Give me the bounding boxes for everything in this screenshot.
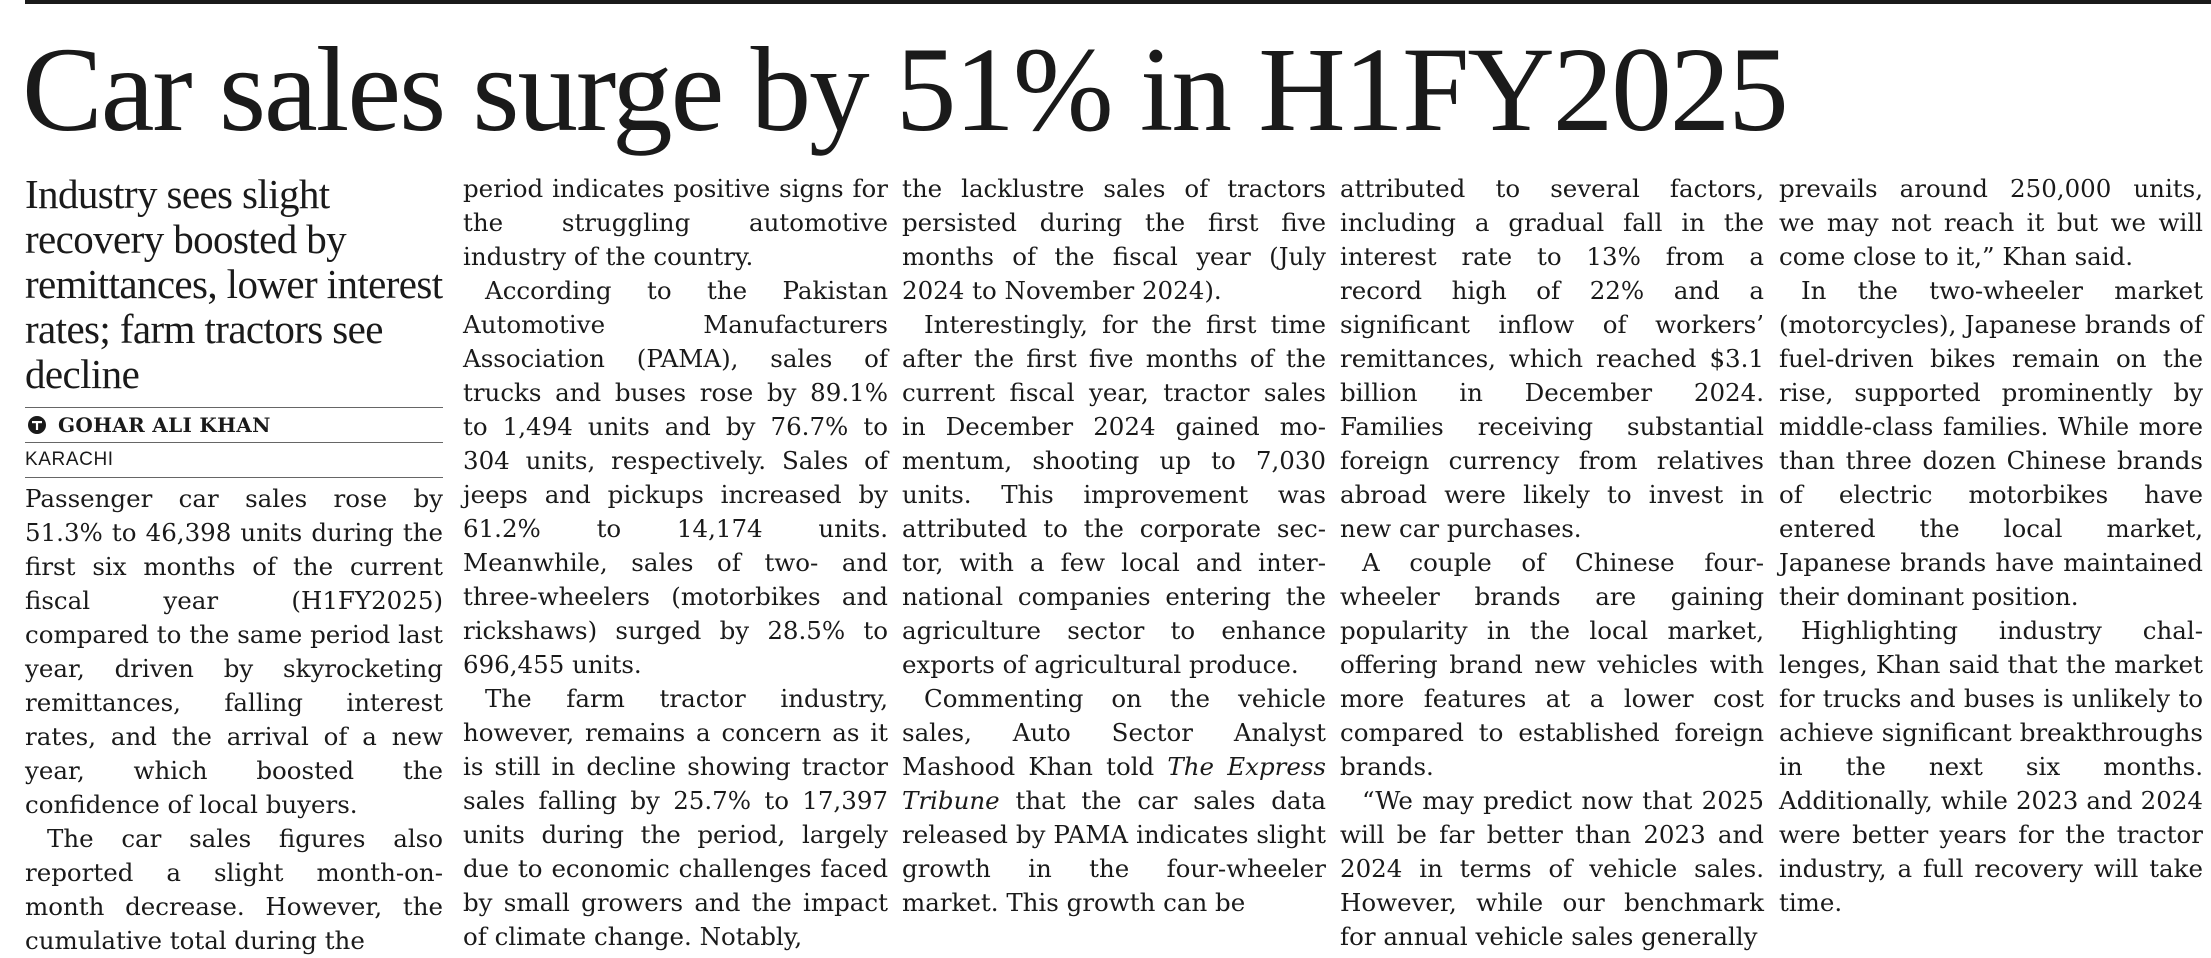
- paragraph-6-text-b: that the car sales data released by PAMA indicates slight growth in the four-wheeler market. This growth can be: [902, 786, 1326, 917]
- paragraph-2-end: period indicates positive signs for the struggling automotive industry of the country.: [463, 174, 888, 271]
- paragraph-9: In the two-wheeler market (motorcycles), Japanese brands of fuel-driven bikes remain on the rise, supported prominently by middle-class families. While more than three dozen Chinese brands of electric motorbikes have entered the local market, Japanese brands have maintained their dominant position.: [1779, 276, 2203, 611]
- paragraph-6-end: attributed to several factors, including a gradual fall in the interest rate to 13% from a record high of 22% and a significant inflow of workers’ remittances, which reached $3.1 billion in December 2024. Families receiving substantial foreign currency from relatives abroad were likely to invest in new car purchases.: [1340, 174, 1764, 543]
- column-2: [463, 172, 888, 951]
- column-5: [1779, 172, 2203, 938]
- column-3: [902, 172, 1326, 938]
- paragraph-6-text-a: Commenting on the vehicle sales, Auto Sector Analyst Mashood Khan told: [902, 684, 1326, 781]
- column-1: [25, 171, 443, 955]
- paragraph-5: Interestingly, for the first time after the first five months of the current fiscal year, tractor sales in December 2024 gained momentum, shooting up to 7,030 units. This improvement was attributed to the corporate sector, with a few local and international companies entering the agriculture sector to enhance exports of agricultural produce.: [902, 310, 1326, 679]
- column-4: [1340, 172, 1764, 951]
- dateline: KARACHI: [25, 443, 443, 478]
- top-rule: [25, 0, 2211, 4]
- subheadline: Industry sees slight recovery boosted by remittances, lower interest rates; farm tractors see decline: [25, 171, 443, 397]
- publication-name: The Express Tribune: [902, 752, 1326, 815]
- paragraph-6-start: [902, 682, 1326, 920]
- paragraph-7: A couple of Chinese four-wheeler brands are gaining popularity in the local market, offering brand new vehicles with more features at a lower cost compared to established foreign brands.: [1340, 548, 1764, 781]
- paragraph-8-end: prevails around 250,000 units, we may not reach it but we will come close to it,” Khan said.: [1779, 174, 2203, 271]
- paragraph-3: According to the Pakistan Automotive Manufacturers Association (PAMA), sales of trucks and buses rose by 89.1% to 1,494 units and by 76.7% to 304 units, respectively. Sales of jeeps and pickups increased by 61.2% to 14,174 units. Meanwhile, sales of two- and three-wheelers (motorbikes and rickshaws) surged by 28.5% to 696,455 units.: [463, 276, 888, 679]
- byline-author: GOHAR ALI KHAN: [58, 413, 271, 437]
- paragraph-2-start: The car sales figures also reported a slight month-on-month decrease. However, the cumulative total during the: [25, 824, 443, 955]
- paragraph-10: Highlighting industry challenges, Khan said that the market for trucks and buses is unlikely to achieve significant breakthroughs in the next six months. Additionally, while 2023 and 2024 were better years for the tractor industry, a full recovery will take time.: [1779, 616, 2203, 917]
- paragraph-4-start: The farm tractor industry, however, remains a concern as it is still in decline showing tractor sales falling by 25.7% to 17,397 units during the period, largely due to economic challenges faced by small growers and the impact of climate change. Notably,: [463, 684, 888, 951]
- paragraph-8-start: “We may predict now that 2025 will be far better than 2023 and 2024 in terms of vehicle sales. However, while our benchmark for annual vehicle sales generally: [1340, 786, 1764, 951]
- paragraph-4-end: the lacklustre sales of tractors persisted during the first five months of the fiscal year (July 2024 to November 2024).: [902, 174, 1326, 305]
- publication-logo-icon: [28, 416, 46, 434]
- headline: Car sales surge by 51% in H1FY2025: [22, 23, 1787, 157]
- byline: [25, 407, 443, 443]
- paragraph-1: Passenger car sales rose by 51.3% to 46,398 units during the first six months of the current fiscal year (H1FY2025) compared to the same period last year, driven by skyrocketing remittances, falling interest rates, and the arrival of a new year, which boosted the confidence of local buyers.: [25, 484, 443, 819]
